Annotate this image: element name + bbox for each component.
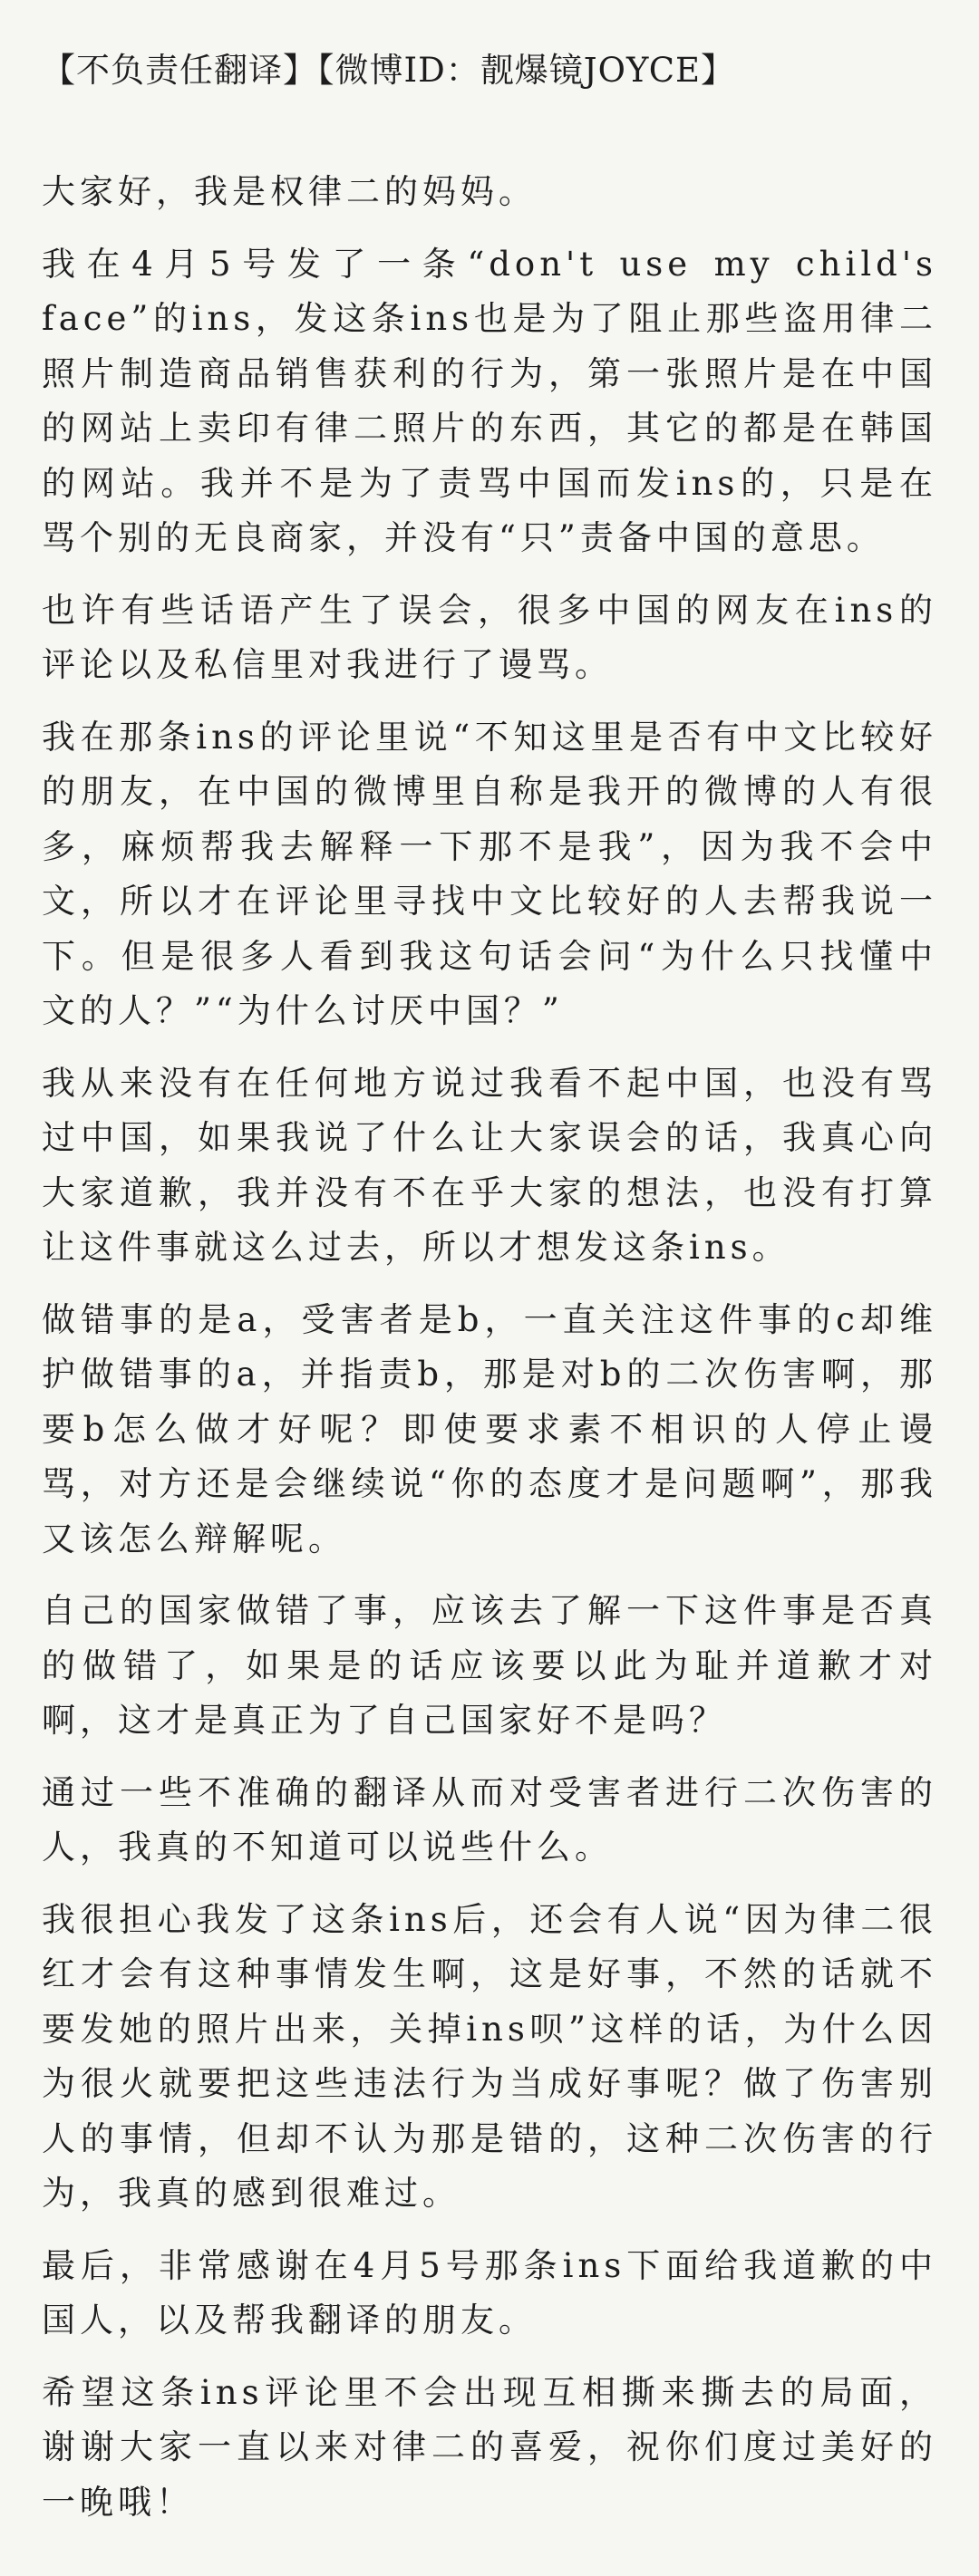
paragraph-misunderstanding: 也许有些话语产生了误会，很多中国的网友在ins的评论以及私信里对我进行了谩骂。 xyxy=(42,590,937,684)
paragraph-translation: 通过一些不准确的翻译从而对受害者进行二次伤害的人，我真的不知道可以说些什么。 xyxy=(42,1772,937,1867)
paragraph-abc-example: 做错事的是a，受害者是b，一直关注这件事的c却维护做错事的a，并指责b，那是对b的二次伤害啊，那要b怎么做才好呢？即使要求素不相识的人停止谩骂，对方还是会继续说“你的态度才是问题啊”，那我又该怎么辩解呢。 xyxy=(42,1299,937,1558)
paragraph-ins-post: 我在4月5号发了一条“don't use my child's face”的ins，发这条ins也是为了阻止那些盗用律二照片制造商品销售获利的行为，第一张照片是在中国的网站上卖印有律二照片的东西，其它的都是在韩国的网站。我并不是为了责骂中国而发ins的，只是在骂个别的无良商家，并没有“只”责备中国的意思。 xyxy=(42,244,937,557)
paragraph-apology: 我从来没有在任何地方说过我看不起中国，也没有骂过中国，如果我说了什么让大家误会的话，我真心向大家道歉，我并没有不在乎大家的想法，也没有打算让这件事就这么过去，所以才想发这条ins。 xyxy=(42,1063,937,1267)
paragraph-comment-request: 我在那条ins的评论里说“不知这里是否有中文比较好的朋友，在中国的微博里自称是我开的微博的人有很多，麻烦帮我去解释一下那不是我”，因为我不会中文，所以才在评论里寻找中文比较好的人去帮我说一下。但是很多人看到我这句话会问“为什么只找懂中文的人？”“为什么讨厌中国？” xyxy=(42,717,937,1030)
post-header: 【不负责任翻译】【微博ID：靓爆镜JOYCE】 xyxy=(42,51,736,90)
paragraph-closing: 希望这条ins评论里不会出现互相撕来撕去的局面，谢谢大家一直以来对律二的喜爱，祝你们度过美好的一晚哦！ xyxy=(42,2372,937,2522)
paragraph-worry: 我很担心我发了这条ins后，还会有人说“因为律二很红才会有这种事情发生啊，这是好事，不然的话就不要发她的照片出来，关掉ins呗”这样的话，为什么因为很火就要把这些违法行为当成好事呢？做了伤害别人的事情，但却不认为那是错的，这种二次伤害的行为，我真的感到很难过。 xyxy=(42,1899,937,2213)
paragraph-own-country: 自己的国家做错了事，应该去了解一下这件事是否真的做错了，如果是的话应该要以此为耻并道歉才对啊，这才是真正为了自己国家好不是吗？ xyxy=(42,1591,937,1740)
paragraph-thanks: 最后，非常感谢在4月5号那条ins下面给我道歉的中国人，以及帮我翻译的朋友。 xyxy=(42,2245,937,2340)
paragraph-greeting: 大家好，我是权律二的妈妈。 xyxy=(42,172,537,211)
